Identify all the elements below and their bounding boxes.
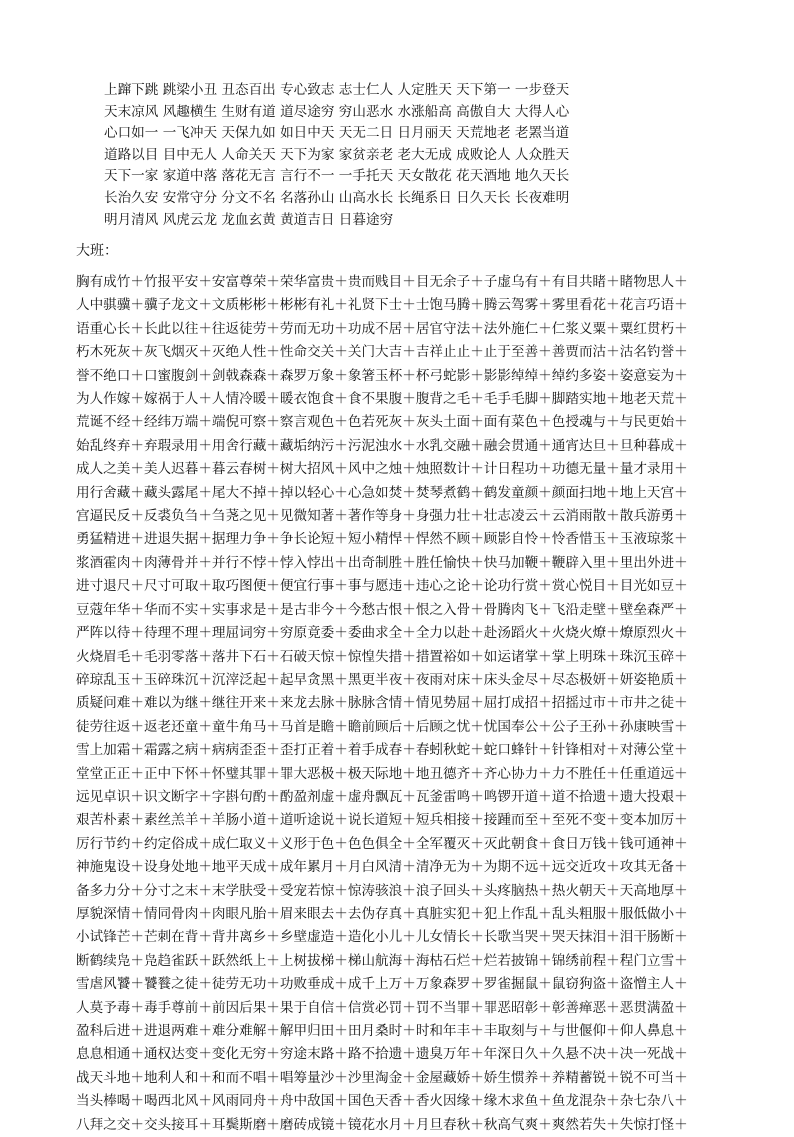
text-line: 进寸退尺＋尺寸可取＋取巧图便＋便宜行事＋事与愿违＋违心之论＋论功行赏＋赏心悦目＋目光如豆＋ — [76, 578, 688, 595]
text-line: 胸有成竹＋竹报平安＋安富尊荣＋荣华富贵＋贵而贱目＋目无余子＋子虚乌有＋有目共睹＋睹物思人＋ — [76, 274, 688, 290]
text-line: 人中骐骥＋骥子龙文＋文质彬彬＋彬彬有礼＋礼贤下士＋士饱马腾＋腾云驾雾＋雾里看花＋花言巧语＋ — [76, 297, 688, 314]
text-line: 严阵以待＋待理不理＋理屈词穷＋穷原竟委＋委曲求全＋全力以赴＋赴汤蹈火＋火烧火燎＋燎原烈火＋ — [76, 625, 688, 642]
text-line: 誉不绝口＋口蜜腹剑＋剑戟森森＋森罗万象＋象箸玉杯＋杯弓蛇影＋影影绰绰＋绰约多姿＋姿意妄为＋ — [76, 367, 688, 384]
text-line: 盈科后进＋进退两难＋难分难解＋解甲归田＋田月桑时＋时和年丰＋丰取刻与＋与世偃仰＋仰人鼻息＋ — [76, 1023, 688, 1039]
section-heading: 大班： — [76, 243, 118, 259]
text-line: 八拜之交＋交头接耳＋耳鬓斯磨＋磨砖成镜＋镜花水月＋月旦春秋＋秋高气爽＋爽然若失＋失惊打怪＋ — [76, 1116, 688, 1133]
text-line: 上蹿下跳 跳梁小丑 丑态百出 专心致志 志士仁人 人定胜天 天下第一 一步登天 — [104, 82, 570, 98]
text-line: 宫逼民反＋反裘负刍＋刍荛之见＋见微知著＋著作等身＋身强力壮＋壮志凌云＋云消雨散＋散兵游勇＋ — [76, 508, 688, 525]
text-line: 质疑问难＋难以为继＋继往开来＋来龙去脉＋脉脉含情＋情见势屈＋屈打成招＋招摇过市＋市井之徒＋ — [76, 695, 688, 712]
text-line: 朽木死灰＋灰飞烟灭＋灭绝人性＋性命交关＋关门大吉＋吉祥止止＋止于至善＋善贾而沽＋沽名钓誉＋ — [76, 344, 688, 361]
text-line: 为人作嫁＋嫁祸于人＋人情冷暖＋暖衣饱食＋食不果腹＋腹背之毛＋毛手毛脚＋脚踏实地＋地老天荒＋ — [76, 391, 688, 408]
text-line: 远见卓识＋识文断字＋字斟句酌＋酌盈剂虚＋虚舟飘瓦＋瓦釜雷鸣＋鸣锣开道＋道不拾遗＋遗大投艰＋ — [76, 788, 688, 805]
text-line: 始乱终弃＋弃瑕录用＋用舍行藏＋藏垢纳污＋污泥浊水＋水乳交融＋融会贯通＋通宵达旦＋旦种暮成＋ — [76, 437, 688, 454]
text-line: 雪上加霜＋霜露之病＋病病歪歪＋歪打正着＋着手成春＋春蚓秋蛇＋蛇口蜂针＋针锋相对＋对薄公堂＋ — [76, 742, 688, 759]
text-line: 碎琼乱玉＋玉碎珠沉＋沉滓泛起＋起早贪黑＋黑更半夜＋夜雨对床＋床头金尽＋尽态极妍＋妍姿艳质＋ — [76, 671, 688, 688]
text-line: 艰苦朴素＋素丝羔羊＋羊肠小道＋道听途说＋说长道短＋短兵相接＋接踵而至＋至死不变＋变本加厉＋ — [76, 812, 688, 829]
text-line: 勇猛精进＋进退失据＋据理力争＋争长论短＋短小精悍＋悍然不顾＋顾影自怜＋怜香惜玉＋玉液琼浆＋ — [76, 531, 688, 548]
text-line: 备多力分＋分寸之末＋末学肤受＋受宠若惊＋惊涛骇浪＋浪子回头＋头疼脑热＋热火朝天＋天高地厚＋ — [76, 882, 688, 899]
text-line: 堂堂正正＋正中下怀＋怀璧其罪＋罪大恶极＋极天际地＋地丑德齐＋齐心协力＋力不胜任＋任重道远＋ — [76, 765, 688, 782]
text-line: 当头棒喝＋喝西北风＋风雨同舟＋舟中敌国＋国色天香＋香火因缘＋缘木求鱼＋鱼龙混杂＋杂七杂八＋ — [76, 1093, 688, 1110]
text-line: 人莫予毒＋毒手尊前＋前因后果＋果于自信＋信赏必罚＋罚不当罪＋罪恶昭彰＋彰善瘅恶＋恶贯满盈＋ — [76, 999, 688, 1016]
text-line: 豆蔻年华＋华而不实＋实事求是＋是古非今＋今愁古恨＋恨之入骨＋骨腾肉飞＋飞沿走壁＋壁垒森严＋ — [76, 601, 688, 618]
idiom-chain-top-block — [104, 80, 624, 231]
text-line: 神施鬼设＋设身处地＋地平天成＋成年累月＋月白风清＋清净无为＋为期不远＋远交近攻＋攻其无备＋ — [76, 859, 688, 876]
text-line: 厉行节约＋约定俗成＋成仁取义＋义形于色＋色色俱全＋全军覆灭＋灭此朝食＋食日万钱＋钱可通神＋ — [76, 835, 688, 852]
text-line: 道路以目 目中无人 人命关天 天下为家 家贫亲老 老大无成 成败论人 人众胜天 — [104, 146, 570, 163]
text-line: 明月清风 风虎云龙 龙血玄黄 黄道吉日 日暮途穷 — [104, 211, 394, 228]
text-line: 雪虐风饕＋饕餮之徒＋徒劳无功＋功败垂成＋成千上万＋万象森罗＋罗雀掘鼠＋鼠窃狗盗＋盗憎主人＋ — [76, 976, 688, 993]
text-line: 徒劳往返＋返老还童＋童牛角马＋马首是瞻＋瞻前顾后＋后顾之忧＋忧国奉公＋公子王孙＋孙康映雪＋ — [76, 718, 688, 735]
text-line: 息息相通＋通权达变＋变化无穷＋穷途末路＋路不拾遗＋遗臭万年＋年深日久＋久悬不决＋决一死战＋ — [76, 1046, 688, 1063]
text-line: 火烧眉毛＋毛羽零落＋落井下石＋石破天惊＋惊惶失措＋措置裕如＋如运诸掌＋掌上明珠＋珠沉玉碎＋ — [76, 648, 688, 665]
text-line: 天末凉风 风趣横生 生财有道 道尽途穷 穷山恶水 水涨船高 高傲自大 大得人心 — [104, 103, 570, 120]
text-line: 心口如一 一飞冲天 天保九如 如日中天 天无二日 日月丽天 天荒地老 老罴当道 — [104, 125, 570, 142]
text-line: 浆酒霍肉＋肉薄骨并＋并行不悖＋悖入悖出＋出奇制胜＋胜任愉快＋快马加鞭＋鞭辟入里＋里出外进＋ — [76, 554, 688, 571]
text-line: 小试锋芒＋芒刺在背＋背井离乡＋乡壁虚造＋造化小儿＋儿女情长＋长歌当哭＋哭天抹泪＋泪干肠断＋ — [76, 929, 688, 946]
text-line: 断鹤续凫＋凫趋雀跃＋跃然纸上＋上树拔梯＋梯山航海＋海枯石烂＋烂若披锦＋锦绣前程＋程门立雪＋ — [76, 952, 688, 969]
text-line: 长治久安 安常守分 分文不名 名落孙山 山高水长 长绳系日 日久天长 长夜难明 — [104, 189, 570, 206]
text-line: 战天斗地＋地利人和＋和而不唱＋唱筹量沙＋沙里淘金＋金屋藏娇＋娇生惯养＋养精蓄锐＋锐不可当＋ — [76, 1069, 688, 1086]
text-line: 天下一家 家道中落 落花无言 言行不一 一手托天 天女散花 花天酒地 地久天长 — [104, 168, 570, 185]
text-line: 用行舍藏＋藏头露尾＋尾大不掉＋掉以轻心＋心急如焚＋焚琴煮鹤＋鹤发童颜＋颜面扫地＋地上天宫＋ — [76, 484, 688, 501]
idiom-chain-body — [76, 271, 756, 1137]
text-line: 荒诞不经＋经纬万端＋端倪可察＋察言观色＋色若死灰＋灰头土面＋面有菜色＋色授魂与＋与民更始＋ — [76, 414, 688, 431]
text-line: 成人之美＋美人迟暮＋暮云春树＋树大招风＋风中之烛＋烛照数计＋计日程功＋功德无量＋量才录用＋ — [76, 461, 688, 478]
text-line: 语重心长＋长此以往＋往返徒劳＋劳而无功＋功成不居＋居官守法＋法外施仁＋仁浆义粟＋粟红贯朽＋ — [76, 320, 688, 337]
text-line: 厚貌深情＋情同骨肉＋肉眼凡胎＋眉来眼去＋去伪存真＋真脏实犯＋犯上作乱＋乱头粗服＋服低做小＋ — [76, 905, 688, 922]
